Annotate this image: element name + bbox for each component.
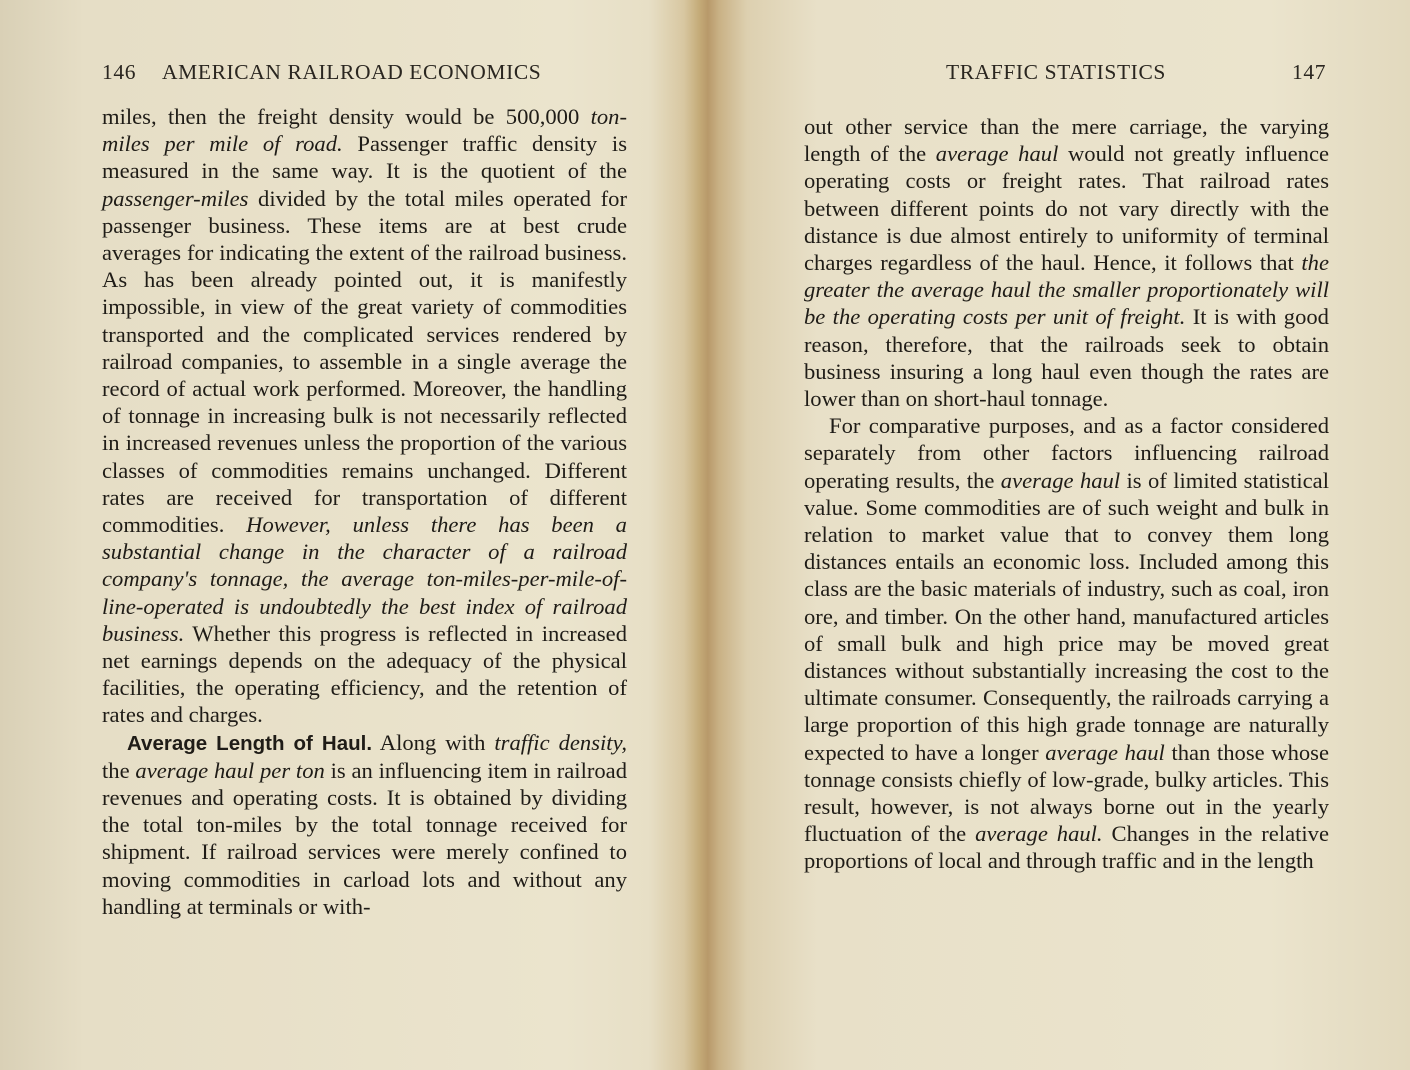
text-run: miles, then the freight density would be 500,000 — [102, 104, 591, 129]
text-run: Changes in the relative proportions of local and through traffic and in the length — [804, 821, 1330, 874]
italic-run: However, unless there has been a substantial change in the character of a railroad company's tonnage, the average ton-miles-per-mile-of-line-operated is undoubtedly the best index of railroad business. — [102, 512, 627, 646]
italic-run: the greater the average haul the smaller proportionately will be the operating costs per unit of freight. — [804, 250, 1329, 330]
right-page-body — [804, 113, 1329, 875]
italic-run: average haul — [935, 141, 1059, 167]
text-run: out other service than the mere carriage, the varying length of the — [804, 114, 1329, 167]
section-heading: Average Length of Haul. — [127, 731, 373, 755]
text-run: It is with good reason, therefore, that the railroads seek to obtain business insuring a long haul even though the rates are lower than on short-haul tonnage. — [804, 304, 1329, 412]
italic-run: average haul — [1000, 467, 1121, 493]
paragraph — [102, 729, 627, 920]
text-run: is of limited statistical value. Some commodities are of such weight and bulk in relation to market value that to convey them long distances entails an economic loss. Included among this class are the basic materials of industry, such as coal, iron ore, and timber. On the other hand, manufactured articles of small bulk and high price may be moved great distances without substantially increasing the cost to the ultimate consumer. Consequently, the railroads carrying a large proportion of this high grade tonnage are naturally expected to have a longer — [804, 467, 1329, 765]
page-number: 146 — [102, 60, 137, 84]
text-run: divided by the total miles operated for passenger business. These items are at best crude averages for indicating the extent of the railroad business. As has been already pointed out, it is manifestly impossible, in view of the great variety of commodities transported and the complicated services rendered by railroad companies, to assemble in a single average the record of actual work performed. Moreover, the handling of tonnage in increasing bulk is not necessarily reflected in increased revenues unless the proportion of the various classes of commodities remains unchanged. Different rates are received for transportation of different commodities. — [102, 185, 627, 538]
running-head: TRAFFIC STATISTICS — [946, 60, 1166, 84]
paragraph — [804, 412, 1329, 874]
page-number: 147 — [1292, 60, 1327, 84]
text-run: than those whose tonnage consists chiefly of low-grade, bulky articles. This result, however, is not always borne out in the yearly fluctuation of the — [804, 739, 1329, 847]
text-run: would not greatly influence operating costs or freight rates. That railroad rates between different points do not vary directly with the distance is due almost entirely to uniformity of terminal charges regardless of the haul. Hence, it follows that — [804, 141, 1330, 276]
right-page — [710, 0, 1410, 1070]
italic-run: average haul. — [975, 821, 1103, 847]
italic-run: average haul — [1045, 739, 1165, 765]
italic-run: passenger-miles — [102, 185, 249, 211]
left-page-body — [102, 103, 627, 920]
text-run: Along with — [372, 729, 495, 755]
paragraph — [804, 113, 1329, 412]
text-run: Whether this progress is reflected in increased net earnings depends on the adequacy of the physical facilities, the operating efficiency, and the retention of rates and charges. — [102, 620, 627, 728]
text-run: is an influencing item in railroad revenues and operating costs. It is obtained by dividing the total ton-miles by the total tonnage received for shipment. If railroad services were merely confined to moving commodities in carload lots and without any handling at terminals or with- — [102, 757, 627, 919]
italic-run: average haul per ton — [135, 757, 325, 783]
running-head: AMERICAN RAILROAD ECONOMICS — [162, 60, 542, 84]
italic-run: traffic density, — [494, 729, 627, 755]
text-run: Passenger traffic density is measured in the same way. It is the quotient of the — [102, 131, 627, 184]
text-run: For comparative purposes, and as a factor considered separately from other factors influencing railroad operating results, the — [804, 413, 1329, 493]
paragraph — [102, 103, 627, 729]
left-page — [0, 0, 700, 1070]
italic-run: ton-miles per mile of road. — [102, 104, 627, 157]
text-run: the — [102, 757, 136, 783]
